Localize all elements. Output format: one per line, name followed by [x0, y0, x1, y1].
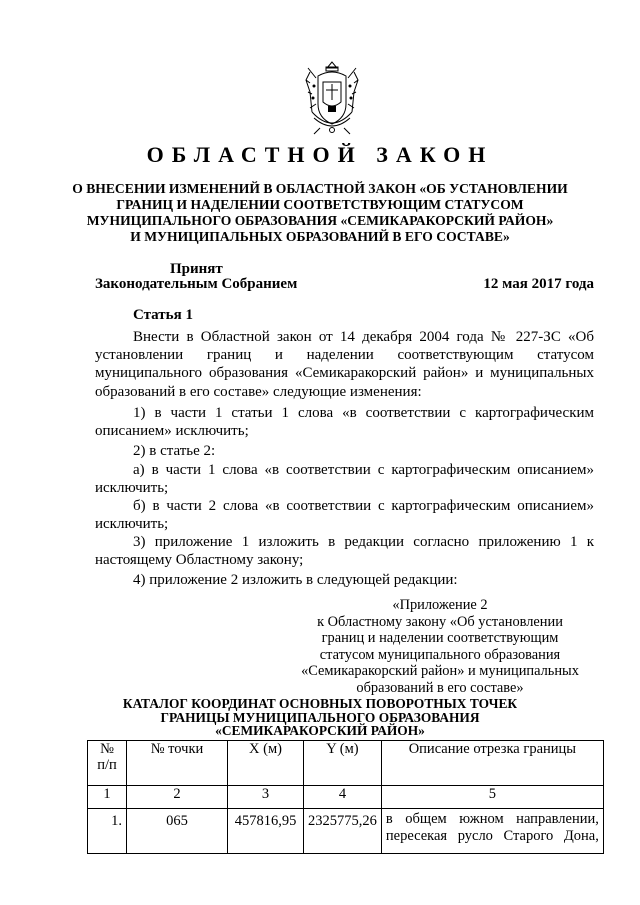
paragraph-text: 2) в статье 2:: [133, 443, 216, 459]
paragraph: [95, 497, 594, 533]
paragraph-text: 3) приложение 1 изложить в редакции согласно приложению 1 к настоящему Областному закону;: [95, 534, 594, 569]
paragraph-text: Внести в Областной закон от 14 декабря 2004 года № 227-ЗС «Об установлении границ и наделении соответствующим статусом муниципального образования «Семикаракорский район» и муниципальных образований в его составе» следующие изменения:: [95, 329, 594, 400]
adopted-by: Законодательным Собранием: [95, 276, 298, 292]
coordinates-table: [87, 740, 604, 854]
table-cell: 457816,95: [228, 809, 304, 854]
appendix-line: образований в его составе»: [356, 679, 524, 696]
paragraph: [95, 442, 594, 460]
appendix-line: статусом муниципального образования: [319, 646, 561, 663]
appendix-line: «Приложение 2: [392, 597, 488, 613]
paragraph-text: б) в части 2 слова «в соответствии с картографическим описанием» исключить;: [95, 498, 594, 533]
catalog-line: КАТАЛОГ КООРДИНАТ ОСНОВНЫХ ПОВОРОТНЫХ ТОЧЕК: [122, 696, 518, 711]
table-cell: 065: [127, 809, 228, 854]
subtitle-line: МУНИЦИПАЛЬНОГО ОБРАЗОВАНИЯ «СЕМИКАРАКОРСКИЙ РАЙОН»: [86, 213, 554, 228]
adopted-label: Принят: [170, 261, 223, 277]
paragraph: [95, 404, 594, 440]
header-cell: X (м): [228, 741, 304, 786]
appendix-line: «Семикаракорский район» и муниципальных: [301, 663, 579, 680]
table-row: [88, 809, 604, 854]
table-cell: 2: [127, 786, 228, 809]
appendix-line: границ и наделении соответствующим: [321, 630, 559, 647]
coat-of-arms-icon: [296, 58, 368, 136]
appendix-header: [290, 597, 590, 697]
article-heading: Статья 1: [133, 307, 193, 323]
document-subtitle: [70, 181, 570, 245]
paragraph-text: 1) в части 1 статьи 1 слова «в соответствии с картографическим описанием» исключить;: [95, 405, 594, 440]
table-cell: 5: [381, 786, 603, 809]
catalog-line: «СЕМИКАРАКОРСКИЙ РАЙОН»: [215, 723, 425, 738]
paragraph: [95, 461, 594, 497]
paragraph: [95, 328, 594, 401]
table-cell: 1: [88, 786, 127, 809]
paragraph-text: а) в части 1 слова «в соответствии с картографическим описанием» исключить;: [95, 462, 594, 497]
table-header-row: [88, 741, 604, 786]
header-cell: № п/п: [88, 741, 127, 786]
catalog-title: [100, 697, 540, 738]
paragraph: [95, 533, 594, 569]
header-cell: № точки: [127, 741, 228, 786]
document-title: ОБЛАСТНОЙ ЗАКОН: [146, 142, 494, 167]
subtitle-line: О ВНЕСЕНИИ ИЗМЕНЕНИЙ В ОБЛАСТНОЙ ЗАКОН «ОБ УСТАНОВЛЕНИИ: [72, 181, 568, 196]
table-row: [88, 786, 604, 809]
paragraph-text: 4) приложение 2 изложить в следующей редакции:: [133, 572, 458, 588]
subtitle-line: И МУНИЦИПАЛЬНЫХ ОБРАЗОВАНИЙ В ЕГО СОСТАВЕ»: [130, 229, 510, 244]
table-cell: 2325775,26: [304, 809, 382, 854]
header-cell: Описание отрезка границы: [381, 741, 603, 786]
adopted-date: 12 мая 2017 года: [483, 276, 594, 292]
catalog-line: ГРАНИЦЫ МУНИЦИПАЛЬНОГО ОБРАЗОВАНИЯ: [160, 709, 480, 725]
table-cell: в общем южном направлении, пересекая русло Старого Дона,: [381, 809, 603, 854]
table-cell: 3: [228, 786, 304, 809]
table-cell: 4: [304, 786, 382, 809]
table-cell: 1.: [88, 809, 127, 854]
header-cell: Y (м): [304, 741, 382, 786]
paragraph: [95, 571, 594, 589]
subtitle-line: ГРАНИЦ И НАДЕЛЕНИИ СООТВЕТСТВУЮЩИМ СТАТУСОМ: [116, 197, 524, 212]
appendix-line: к Областному закону «Об установлении: [317, 613, 563, 630]
